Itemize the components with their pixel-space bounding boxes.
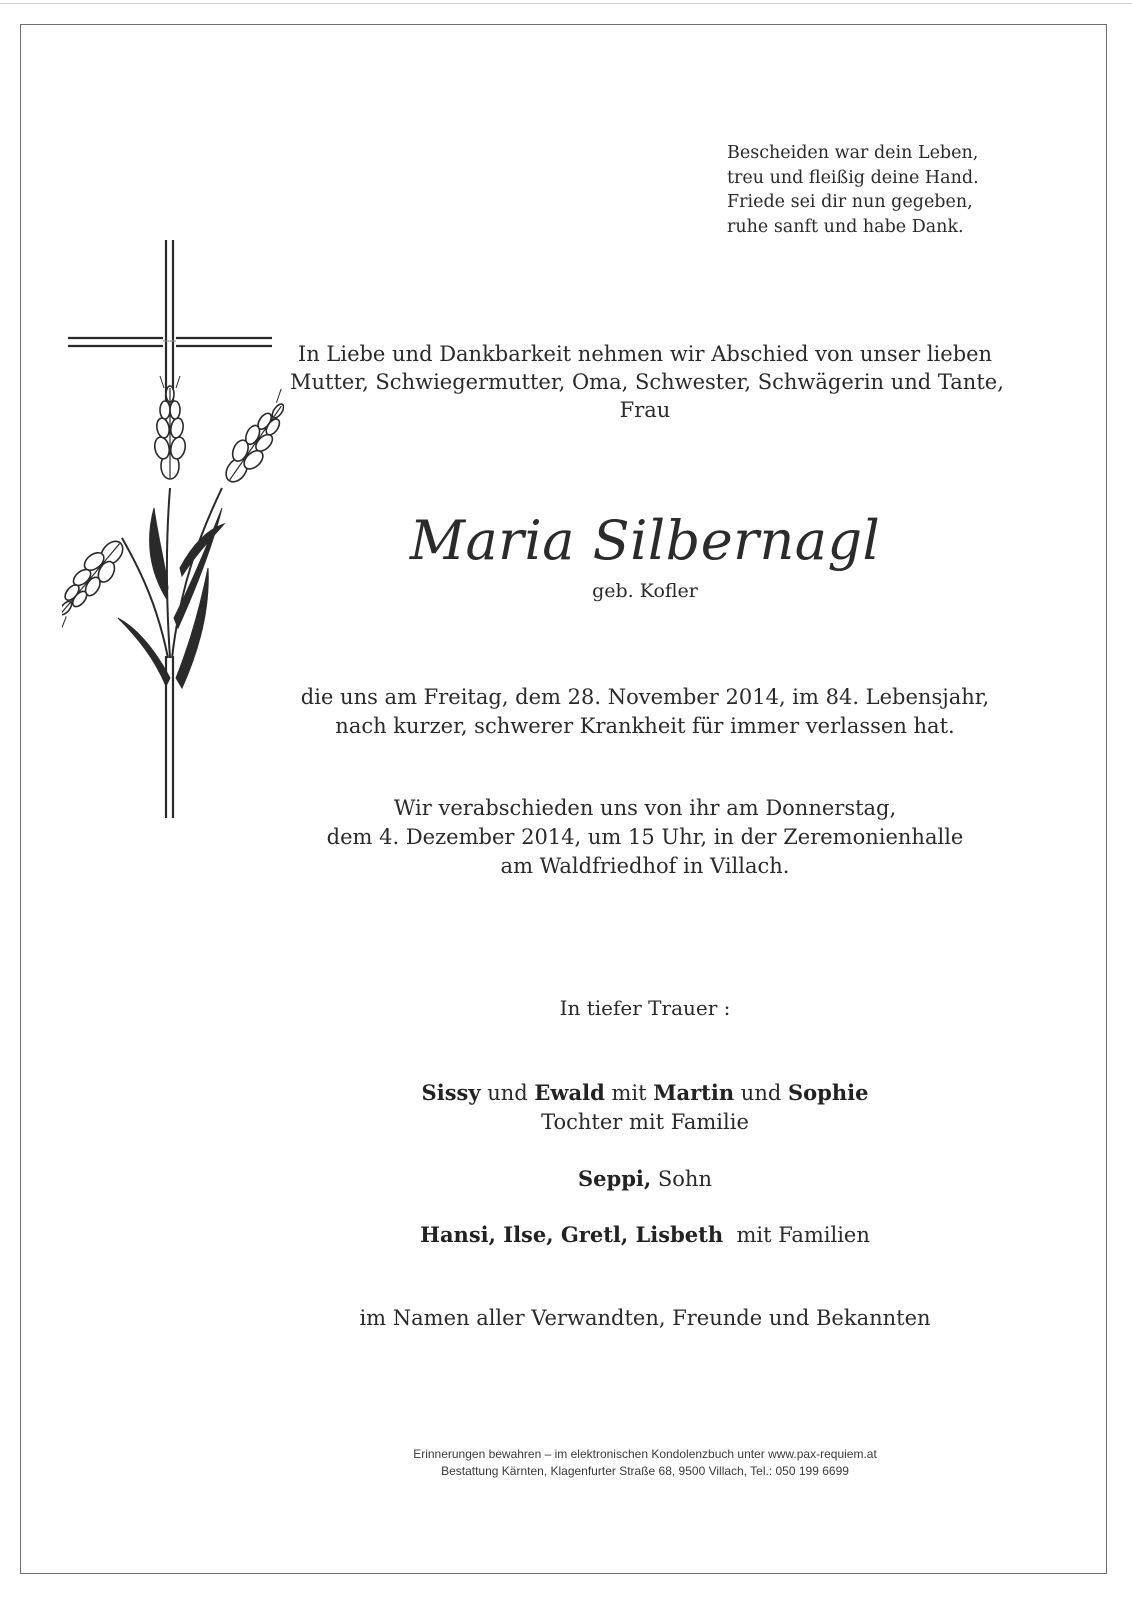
mourner-name: Sophie [787, 1080, 869, 1105]
maiden-name: geb. Kofler [592, 580, 698, 602]
mourner-group-daughter [290, 1078, 1000, 1137]
mourner-group-siblings [290, 1220, 1000, 1250]
intro-line: Mutter, Schwiegermutter, Oma, Schwester, Schwägerin und Tante, [290, 370, 1004, 394]
top-edge-line [0, 3, 1132, 4]
cross-wheat-icon [62, 238, 284, 820]
poem-line: treu und fleißig deine Hand. [727, 167, 979, 188]
mourner-relation: Tochter mit Familie [541, 1110, 749, 1134]
joiner: mit [611, 1081, 647, 1105]
funeral-line: am Waldfriedhof in Villach. [500, 854, 790, 878]
mourner-name: Seppi, [578, 1166, 652, 1191]
mourner-name: Martin [653, 1080, 735, 1105]
funeral-line: Wir verabschieden uns von ihr am Donnerstag, [393, 796, 897, 820]
death-line: nach kurzer, schwerer Krankheit für immer verlassen hat. [335, 714, 955, 738]
funeral-line: dem 4. Dezember 2014, um 15 Uhr, in der Zeremonienhalle [326, 825, 964, 849]
mourner-relation: mit Familien [736, 1223, 870, 1247]
memorial-poem [727, 141, 979, 239]
poem-line: Friede sei dir nun gegeben, [727, 192, 973, 212]
intro-line: Frau [619, 398, 671, 422]
intro-text [290, 340, 1004, 424]
mourner-relation: Sohn [657, 1167, 712, 1191]
closing-line: im Namen aller Verwandten, Freunde und Bekannten [359, 1306, 931, 1330]
intro-line: In Liebe und Dankbarkeit nehmen wir Abschied von unser lieben [297, 342, 993, 366]
footer-line: Bestattung Kärnten, Klagenfurter Straße 68, 9500 Villach, Tel.: 050 199 6699 [441, 1464, 849, 1478]
death-line: die uns am Freitag, dem 28. November 2014, im 84. Lebensjahr, [300, 685, 990, 709]
joiner: und [740, 1081, 782, 1105]
deceased-name: Maria Silbernagl [409, 509, 881, 572]
mourning-label: In tiefer Trauer : [559, 996, 731, 1020]
mourner-name: Hansi, Ilse, Gretl, Lisbeth [420, 1222, 724, 1247]
joiner: und [487, 1081, 528, 1105]
poem-line: ruhe sanft und habe Dank. [727, 216, 964, 237]
mourner-name: Ewald [534, 1080, 605, 1105]
funeral-notice [290, 794, 1000, 881]
mourner-name: Sissy [421, 1080, 481, 1105]
poem-line: Bescheiden war dein Leben, [727, 143, 979, 163]
mourner-group-son [290, 1164, 1000, 1194]
mourner-names [290, 1078, 1000, 1108]
death-notice [290, 683, 1000, 741]
footer [290, 1446, 1000, 1480]
footer-line: Erinnerungen bewahren – im elektronischen Kondolenzbuch unter www.pax-requiem.at [413, 1447, 877, 1461]
